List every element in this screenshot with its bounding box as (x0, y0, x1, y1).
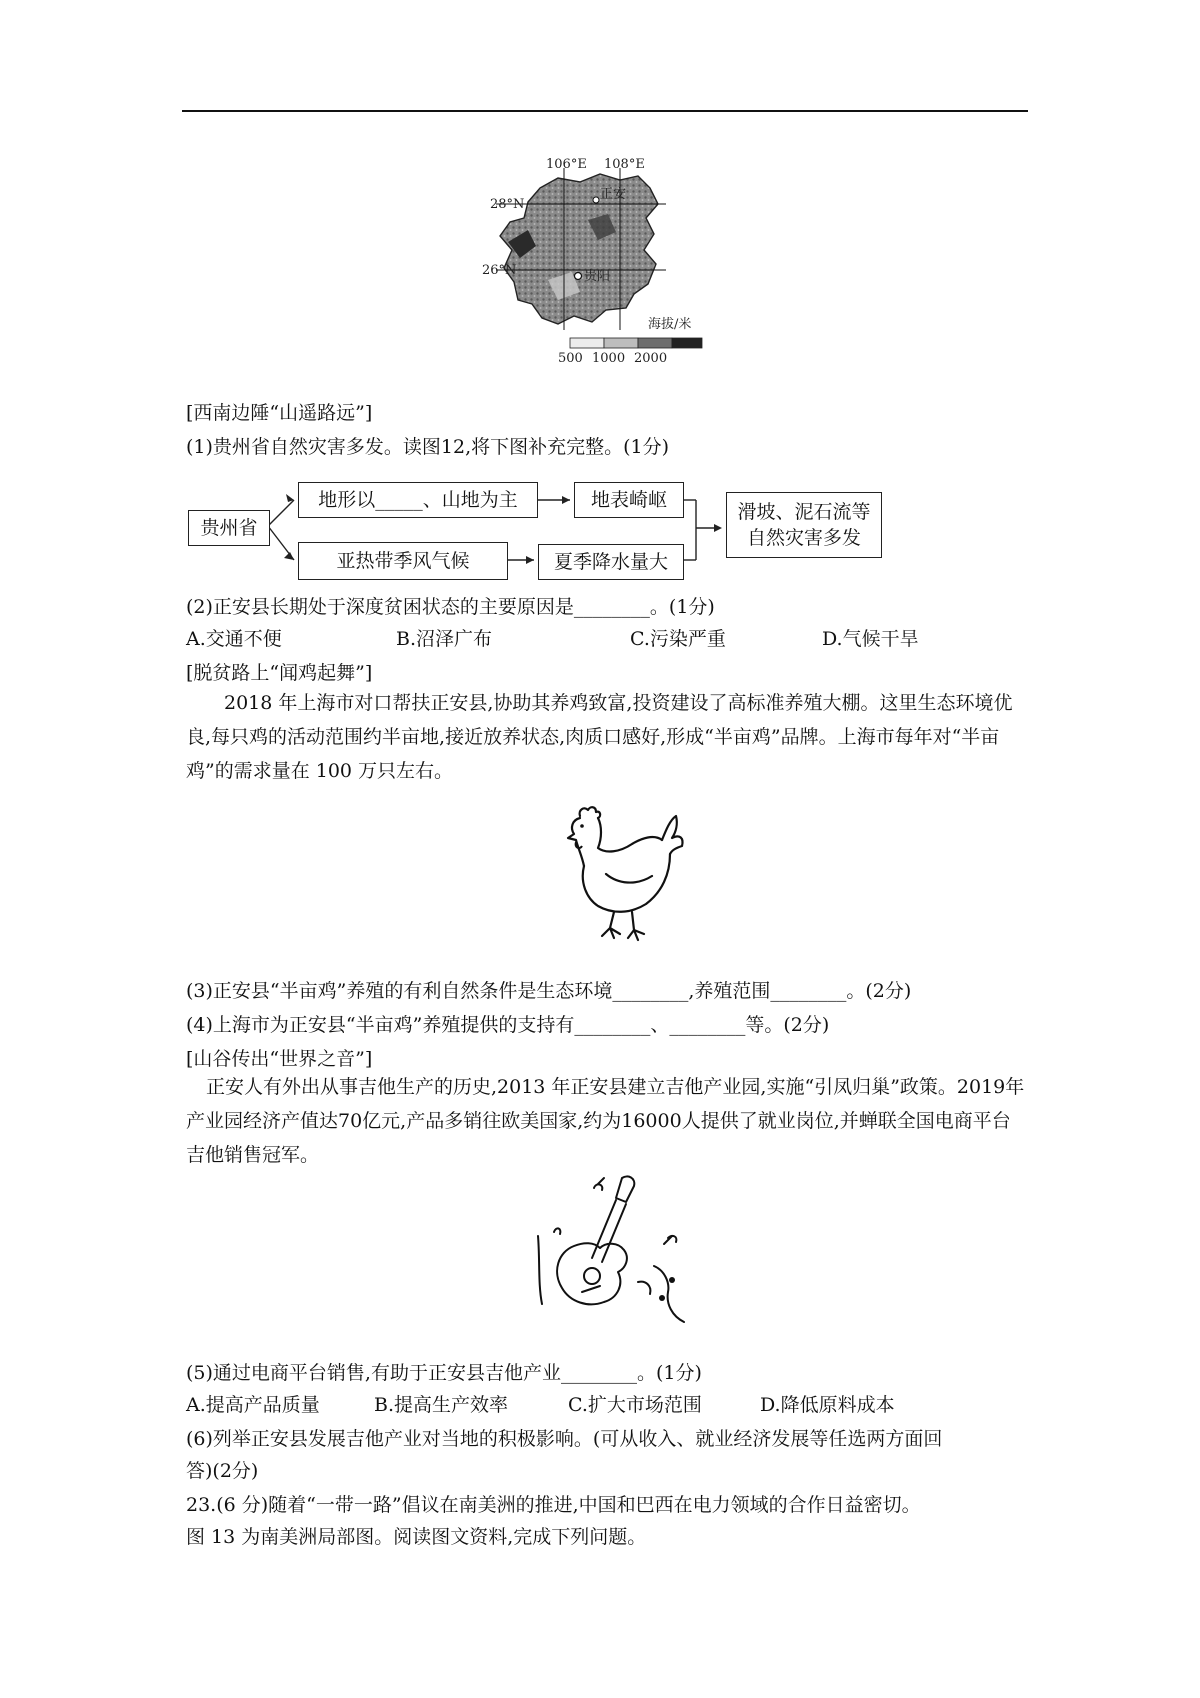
section2-paragraph (186, 686, 1026, 788)
flow-result-line1: 滑坡、泥石流等 (737, 501, 871, 523)
flow-box-result (726, 492, 882, 558)
question-6-line1: (6)列举正安县发展吉他产业对当地的积极影响。(可从收入、就业经济发展等任选两方面回 (186, 1428, 943, 1450)
question-4: (4)上海市为正安县“半亩鸡”养殖提供的支持有________、________等。(2分) (186, 1014, 830, 1036)
flow-box-climate: 亚热带季风气候 (298, 542, 508, 580)
city-label-zhengan: 正安 (600, 187, 627, 202)
section3-paragraph-text: 正安人有外出从事吉他生产的历史,2013 年正安县建立吉他产业园,实施“引凤归巢”政策。2019年产业园经济产值达70亿元,产品多销往欧美国家,约为16000人提供了就业岗位,并蝉联全国电商平台吉他销售冠军。 (186, 1076, 1025, 1166)
q5-option-b: B.提高生产效率 (374, 1394, 509, 1416)
question-5: (5)通过电商平台销售,有助于正安县吉他产业________。(1分) (186, 1362, 702, 1384)
legend-tick-2000: 2000 (634, 351, 668, 366)
section1-heading: [西南边陲“山遥路远”] (186, 402, 373, 424)
lat-label-28: 28°N (490, 197, 525, 212)
flow-box-rain: 夏季降水量大 (538, 544, 684, 580)
section2-paragraph-text: 2018 年上海市对口帮扶正安县,协助其养鸡致富,投资建设了高标准养殖大棚。这里生态环境优良,每只鸡的活动范围约半亩地,接近放养状态,肉质口感好,形成“半亩鸡”品牌。上海市每年对“半亩鸡”的需求量在 100 万只左右。 (186, 692, 1013, 782)
q2-option-d: D.气候干旱 (822, 628, 919, 650)
q5-option-d: D.降低原料成本 (760, 1394, 895, 1416)
section3-paragraph (186, 1070, 1026, 1172)
lat-label-26: 26°N (482, 263, 517, 278)
q2-option-b: B.沼泽广布 (396, 628, 493, 650)
section3-heading: [山谷传出“世界之音”] (186, 1048, 373, 1070)
q5-option-a: A.提高产品质量 (186, 1394, 320, 1416)
q5-option-c: C.扩大市场范围 (568, 1394, 702, 1416)
legend-tick-500: 500 (558, 351, 583, 366)
question-3: (3)正安县“半亩鸡”养殖的有利自然条件是生态环境________,养殖范围________。(2分) (186, 980, 912, 1002)
chicken-illustration (558, 804, 688, 950)
flow-box-surface: 地表崎岖 (574, 482, 684, 518)
elevation-legend (570, 338, 702, 348)
question-1: (1)贵州省自然灾害多发。读图12,将下图补充完整。(1分) (186, 436, 670, 458)
legend-tick-1000: 1000 (592, 351, 626, 366)
flow-box-terrain: 地形以_____、山地为主 (298, 482, 538, 518)
question-2: (2)正安县长期处于深度贫困状态的主要原因是________。(1分) (186, 596, 715, 618)
guizhou-elevation-map (482, 157, 728, 385)
city-label-guiyang: 贵阳 (584, 269, 611, 284)
guitar-illustration (534, 1172, 704, 1334)
q2-option-c: C.污染严重 (630, 628, 726, 650)
disaster-flow-diagram (186, 468, 886, 580)
question-23-line2: 图 13 为南美洲局部图。阅读图文资料,完成下列问题。 (186, 1526, 647, 1548)
lon-label-106: 106°E (546, 157, 587, 172)
flow-box-guizhou: 贵州省 (188, 510, 270, 546)
question-23-line1: 23.(6 分)随着“一带一路”倡议在南美洲的推进,中国和巴西在电力领域的合作日益密切。 (186, 1494, 921, 1516)
header-rule (182, 110, 1028, 112)
question-6-line2: 答)(2分) (186, 1460, 259, 1482)
flow-result-line2: 自然灾害多发 (746, 527, 861, 549)
lon-label-108: 108°E (604, 157, 645, 172)
legend-title: 海拔/米 (648, 317, 692, 332)
section2-heading: [脱贫路上“闻鸡起舞”] (186, 662, 373, 684)
q2-option-a: A.交通不便 (186, 628, 282, 650)
